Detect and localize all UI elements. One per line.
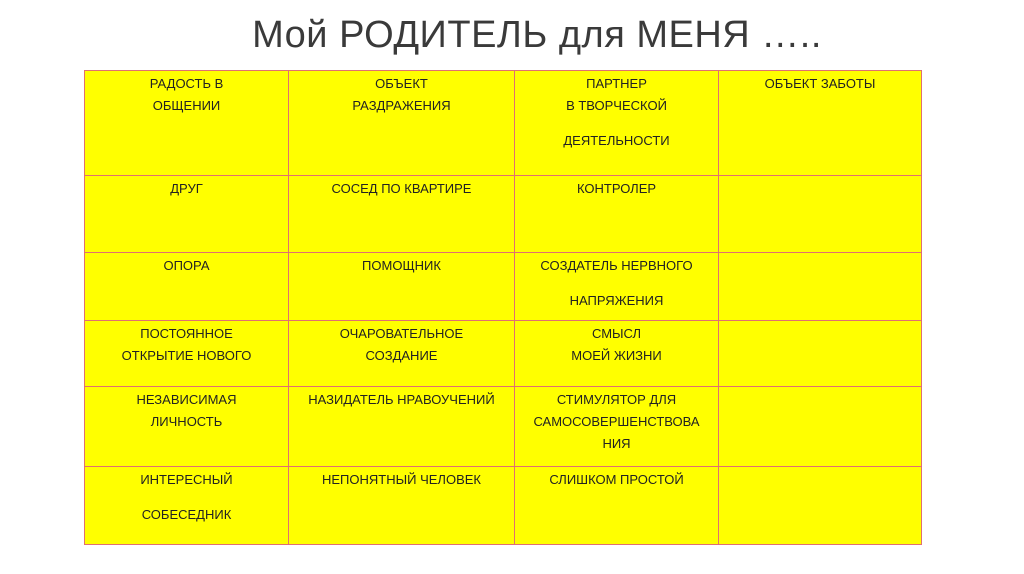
cell-text: ДЕЯТЕЛЬНОСТИ xyxy=(563,133,670,148)
cell-text: ОПОРА xyxy=(163,258,210,273)
table-row xyxy=(85,253,922,321)
table-cell xyxy=(719,71,922,176)
table-row xyxy=(85,71,922,176)
cell-text: ПАРТНЕР xyxy=(586,76,647,91)
cell-text: КОНТРОЛЕР xyxy=(576,181,657,196)
table-cell xyxy=(719,467,922,545)
cell-text: ПОМОЩНИК xyxy=(362,258,441,273)
table-cell xyxy=(289,253,515,321)
cell-text: НАПРЯЖЕНИЯ xyxy=(569,293,664,308)
table-cell xyxy=(719,253,922,321)
table-row xyxy=(85,321,922,387)
table-row xyxy=(85,387,922,467)
cell-text: ОТКРЫТИЕ НОВОГО xyxy=(121,348,252,363)
table-cell xyxy=(515,71,719,176)
cell-text: САМОСОВЕРШЕНСТВОВА xyxy=(533,414,700,429)
cell-text: ОБЪЕКТ ЗАБОТЫ xyxy=(764,76,876,91)
table-cell xyxy=(289,387,515,467)
cell-text: В ТВОРЧЕСКОЙ xyxy=(566,98,667,113)
cell-text: НЕЗАВИСИМАЯ xyxy=(136,392,237,407)
cell-text: ДРУГ xyxy=(170,181,203,196)
cell-text: ОБЪЕКТ xyxy=(375,76,428,91)
cell-text: СОБЕСЕДНИК xyxy=(141,507,232,522)
cell-text: НАЗИДАТЕЛЬ НРАВОУЧЕНИЙ xyxy=(308,392,495,407)
table-row xyxy=(85,176,922,253)
cell-text: СТИМУЛЯТОР ДЛЯ xyxy=(556,392,677,407)
table-cell xyxy=(289,176,515,253)
cell-text: РАЗДРАЖЕНИЯ xyxy=(352,98,451,113)
table-cell xyxy=(85,71,289,176)
cell-text: СМЫСЛ xyxy=(591,326,642,341)
cell-text: МОЕЙ ЖИЗНИ xyxy=(571,348,662,363)
cell-text: ИНТЕРЕСНЫЙ xyxy=(140,472,233,487)
table-cell xyxy=(289,467,515,545)
table-row xyxy=(85,467,922,545)
table-cell xyxy=(515,176,719,253)
cell-text: РАДОСТЬ В xyxy=(149,76,224,91)
table-cell xyxy=(515,253,719,321)
table-cell xyxy=(515,321,719,387)
cell-text: НЕПОНЯТНЫЙ ЧЕЛОВЕК xyxy=(322,472,481,487)
roles-table xyxy=(84,70,922,545)
table-cell xyxy=(719,387,922,467)
table-cell xyxy=(85,321,289,387)
cell-text: ПОСТОЯННОЕ xyxy=(140,326,233,341)
cell-text: ОБЩЕНИИ xyxy=(152,98,221,113)
cell-text: СОЗДАНИЕ xyxy=(365,348,438,363)
table-cell xyxy=(719,176,922,253)
cell-text: СЛИШКОМ ПРОСТОЙ xyxy=(549,472,684,487)
table-cell xyxy=(85,176,289,253)
cell-text: СОСЕД ПО КВАРТИРЕ xyxy=(331,181,472,196)
table-cell xyxy=(515,387,719,467)
table-cell xyxy=(85,467,289,545)
slide-title: Мой РОДИТЕЛЬ для МЕНЯ ….. xyxy=(252,14,822,56)
table-cell xyxy=(719,321,922,387)
cell-text: НИЯ xyxy=(602,436,631,451)
table-cell xyxy=(289,71,515,176)
cell-text: ЛИЧНОСТЬ xyxy=(150,414,223,429)
table-cell xyxy=(515,467,719,545)
table-cell xyxy=(289,321,515,387)
title-area xyxy=(0,0,1024,70)
cell-text: СОЗДАТЕЛЬ НЕРВНОГО xyxy=(540,258,693,273)
table-cell xyxy=(85,253,289,321)
table-cell xyxy=(85,387,289,467)
cell-text: ОЧАРОВАТЕЛЬНОЕ xyxy=(339,326,464,341)
